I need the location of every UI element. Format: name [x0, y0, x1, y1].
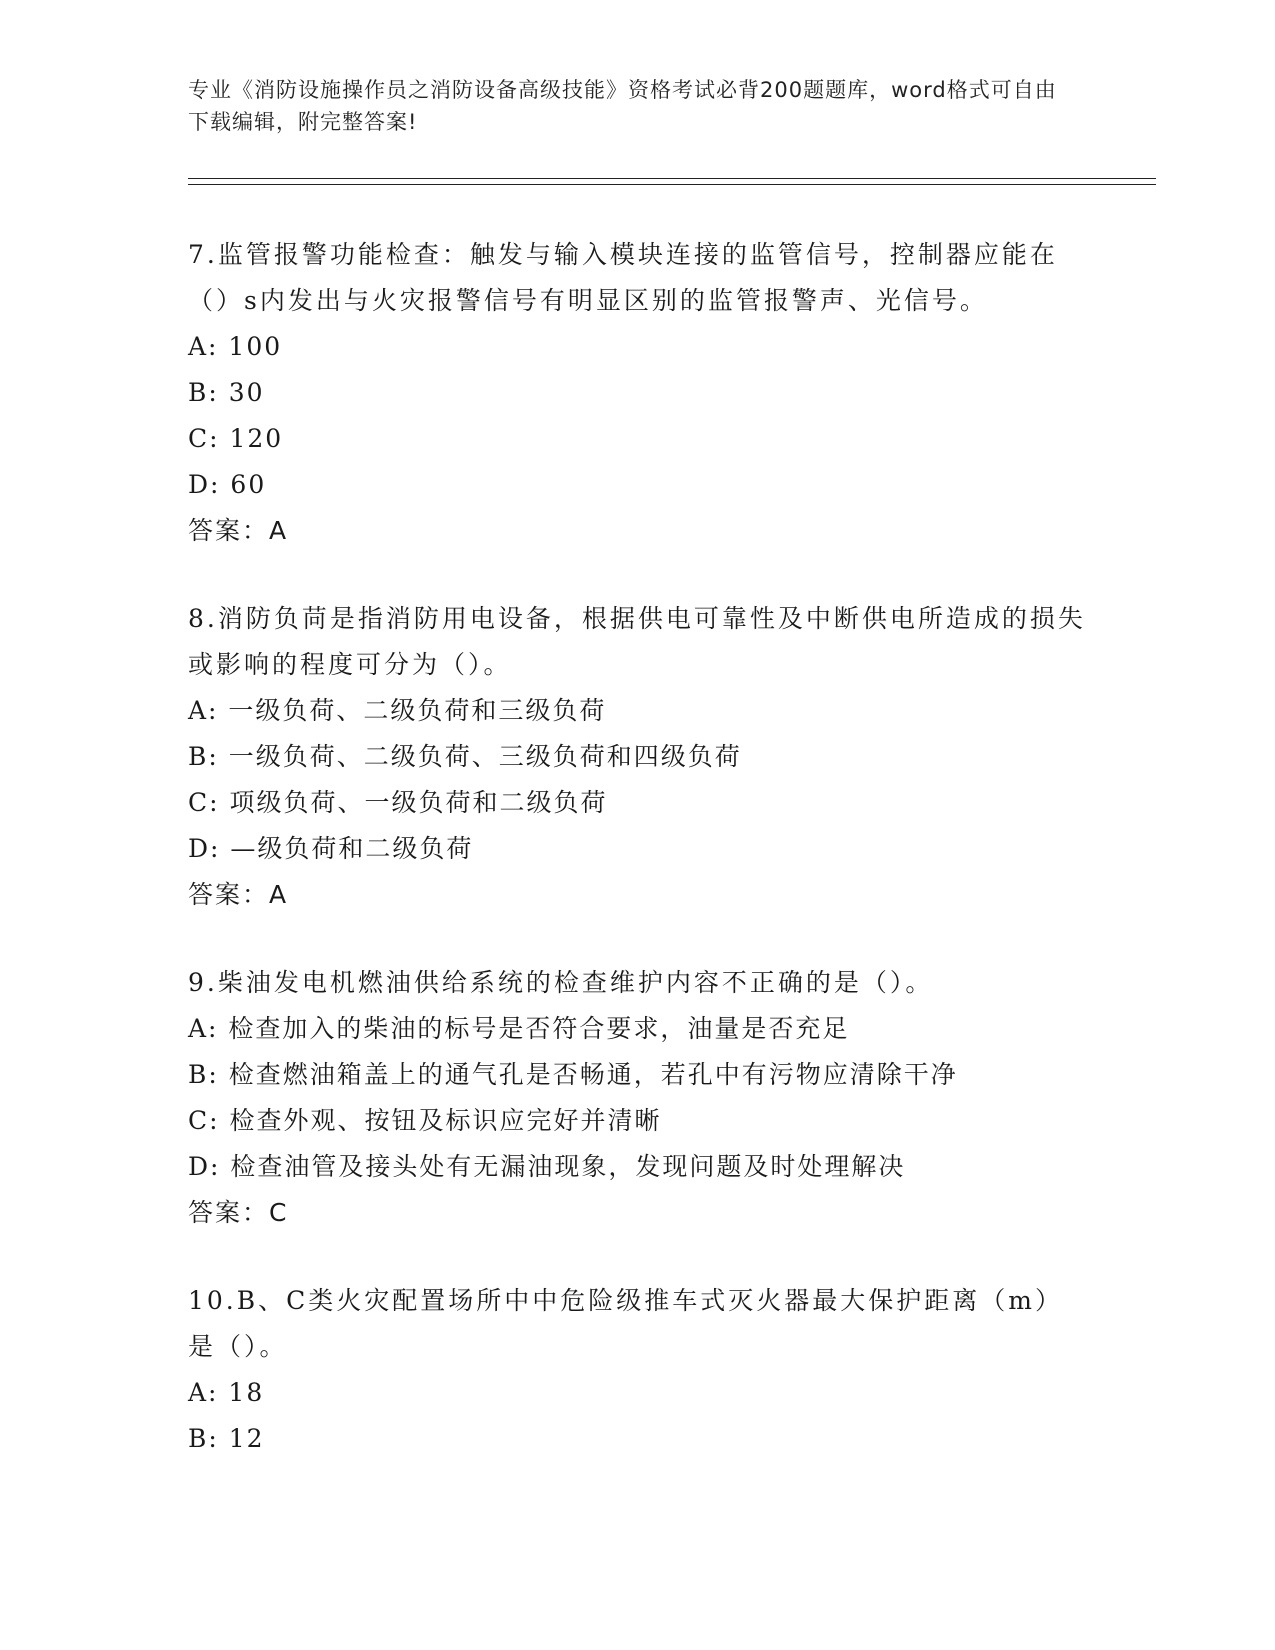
question-item [188, 232, 1088, 554]
option-d: D: 60 [188, 470, 267, 499]
header-divider [188, 178, 1156, 185]
option-a: A: 100 [188, 332, 283, 361]
question-item [188, 596, 1088, 918]
option-a: A: 检查加入的柴油的标号是否符合要求，油量是否充足 [188, 1014, 850, 1043]
option-d: D: 检查油管及接头处有无漏油现象，发现问题及时处理解决 [188, 1152, 906, 1181]
question-stem: 9.柴油发电机燃油供给系统的检查维护内容不正确的是（）。 [188, 968, 934, 997]
option-b: B: 一级负荷、二级负荷、三级负荷和四级负荷 [188, 742, 742, 771]
option-b: B: 检查燃油箱盖上的通气孔是否畅通，若孔中有污物应清除干净 [188, 1060, 958, 1089]
answer-line: 答案：C [188, 1198, 289, 1227]
answer-line: 答案：A [188, 880, 289, 909]
option-b: B: 30 [188, 378, 265, 407]
question-stem: 8.消防负苘是指消防用电设备，根据供电可靠性及中断供电所造成的损失或影响的程度可分为（）。 [188, 604, 1086, 679]
question-stem: 10.B、C类火灾配置场所中中危险级推车式灭火器最大保护距离（m）是（）。 [188, 1286, 1063, 1361]
option-d: D: —级负荷和二级负荷 [188, 834, 474, 863]
question-stem: 7.监管报警功能检查：触发与输入模块连接的监管信号，控制器应能在（）s内发出与火灾报警信号有明显区别的监管报警声、光信号。 [188, 240, 1058, 315]
option-a: A: 18 [188, 1378, 265, 1407]
option-c: C: 120 [188, 424, 284, 453]
option-c: C: 检查外观、按钮及标识应完好并清晰 [188, 1106, 662, 1135]
document-header: 专业《消防设施操作员之消防设备高级技能》资格考试必背200题题库，word格式可自由下载编辑，附完整答案! [188, 78, 1057, 134]
question-list [188, 232, 1088, 1504]
answer-line: 答案：A [188, 516, 289, 545]
option-a: A: 一级负荷、二级负荷和三级负荷 [188, 696, 607, 725]
option-c: C: 项级负荷、一级负荷和二级负荷 [188, 788, 608, 817]
option-b: B: 12 [188, 1424, 265, 1453]
question-item [188, 1278, 1088, 1462]
question-item [188, 960, 1088, 1236]
